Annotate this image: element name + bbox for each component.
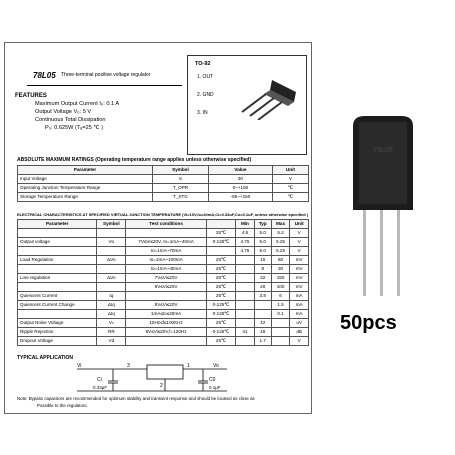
cell: 1.7	[254, 337, 271, 346]
cell: ΔVo	[97, 274, 126, 283]
cell: 0-125℃	[206, 310, 235, 319]
features-title: FEATURES	[15, 93, 47, 99]
ci-value: 0.33μF	[93, 385, 108, 390]
cell: V	[290, 337, 309, 346]
col-header: Max	[271, 220, 290, 229]
body-marking: 78L05	[373, 147, 393, 154]
table-row	[18, 184, 309, 193]
pin-out-label: 1. OUT	[197, 74, 214, 80]
cell	[206, 247, 235, 256]
cell: 5.0	[254, 238, 271, 247]
note	[17, 395, 309, 409]
cell	[236, 265, 255, 274]
cell: Input Voltage	[18, 175, 153, 184]
note-line: Possible to the regulators.	[37, 403, 88, 408]
package-box	[187, 55, 307, 155]
cell: 1.5	[271, 301, 290, 310]
cell: 25℃	[206, 274, 235, 283]
cell: Operating Junction Temperature Range	[18, 184, 153, 193]
cell	[97, 265, 126, 274]
table-row	[18, 238, 309, 247]
cell: mV	[290, 256, 309, 265]
col-header: Min	[236, 220, 255, 229]
quantity-label: 50pcs	[340, 312, 397, 334]
cell: V	[290, 229, 309, 238]
cell	[126, 292, 207, 301]
cell: 25℃	[206, 256, 235, 265]
cell	[271, 328, 290, 337]
header-rule	[27, 85, 182, 86]
cell: Quiescent Current	[18, 292, 97, 301]
cell: 5.25	[271, 238, 290, 247]
cell	[97, 229, 126, 238]
table-row	[18, 283, 309, 292]
cell: 26	[254, 283, 271, 292]
cell	[97, 247, 126, 256]
table-row	[18, 310, 309, 319]
cell	[254, 310, 271, 319]
cell	[97, 283, 126, 292]
table-header-row	[18, 166, 309, 175]
cell	[18, 283, 97, 292]
cell: 4.8	[236, 229, 255, 238]
cell: Storage Temperature Range	[18, 193, 153, 202]
cell: 42	[254, 319, 271, 328]
cell: ℃	[272, 193, 308, 202]
cell: Quiescent Current Change	[18, 301, 97, 310]
cell: mV	[290, 283, 309, 292]
cell: 60	[271, 256, 290, 265]
transistor-photo	[343, 112, 439, 302]
cell: 25℃	[206, 283, 235, 292]
cell: 41	[236, 328, 255, 337]
cell	[236, 319, 255, 328]
cell: 0-125℃	[206, 238, 235, 247]
cell: 32	[254, 274, 271, 283]
ci-label: Ci	[97, 377, 102, 383]
cell	[236, 292, 255, 301]
typical-application-schematic	[17, 361, 237, 395]
cell: 5.0	[254, 229, 271, 238]
cell: ΔIq	[97, 301, 126, 310]
cell: Vₙ	[97, 319, 126, 328]
typical-application-title: TYPICAL APPLICATION	[17, 355, 74, 361]
cell: dB	[290, 328, 309, 337]
cell	[126, 229, 207, 238]
cell	[18, 310, 97, 319]
cell	[126, 337, 207, 346]
table-row	[18, 274, 309, 283]
pin1-label: 1	[187, 363, 190, 369]
cell: mA	[290, 301, 309, 310]
cell: 49	[254, 328, 271, 337]
cell: Output voltage	[18, 238, 97, 247]
pin-gnd-label: 2. GND	[197, 92, 214, 98]
note-line: Note: Bypass capacitors are recommended for optimum stability and transient response and should be located as close as	[17, 396, 255, 401]
cell: 8	[254, 265, 271, 274]
cell	[18, 229, 97, 238]
col-header: Parameter	[18, 166, 153, 175]
cell: 8V≤Vi≤20V,f=120Hz	[126, 328, 207, 337]
table-row	[18, 337, 309, 346]
table-row	[18, 193, 309, 202]
cell: 15	[254, 256, 271, 265]
table-row	[18, 301, 309, 310]
col-header: Parameter	[18, 220, 97, 229]
cell: V	[290, 247, 309, 256]
cell: V	[272, 175, 308, 184]
cell: mV	[290, 265, 309, 274]
co-value: 0.1μF	[209, 385, 221, 390]
package-title: TO-92	[195, 61, 211, 67]
part-description: Three-terminal positive voltage regulator	[61, 72, 151, 78]
cell	[236, 274, 255, 283]
elec-title: ELECTRICAL CHARACTERISTICS AT SPECIFIED VIRTUAL JUNCTION TEMPERATURE (Vi=10V,Io=40mA,Ci=0.33uF,Co=0.1uF, unless otherwise specified )	[17, 212, 309, 217]
cell: 0-125℃	[206, 301, 235, 310]
cell: V	[290, 238, 309, 247]
table-row	[18, 265, 309, 274]
cell: 4.75	[236, 247, 255, 256]
cell: 0-125℃	[206, 328, 235, 337]
vi-label: Vi	[77, 363, 82, 369]
electrical-characteristics-table	[17, 219, 309, 346]
cell: 25℃	[206, 265, 235, 274]
cell: 25℃	[206, 292, 235, 301]
table-row	[18, 292, 309, 301]
table-row	[18, 175, 309, 184]
pin-in-label: 3. IN	[197, 110, 208, 116]
cell: Io=1mA~40mA	[126, 265, 207, 274]
cell: 8V≤Vi≤20V	[126, 283, 207, 292]
cell: ΔVo	[97, 256, 126, 265]
cell: Io=1mA~100mA	[126, 256, 207, 265]
cell	[236, 283, 255, 292]
col-header: Symbol	[97, 220, 126, 229]
cell: mA	[290, 310, 309, 319]
to92-package-drawing	[236, 76, 302, 120]
datasheet	[4, 42, 312, 414]
feature-item: P₀: 0.625W (Tₐ=25 ℃ )	[45, 125, 104, 131]
cell: mV	[290, 274, 309, 283]
cell: 7V≤Vi≤20V	[126, 274, 207, 283]
cell: Io=1mA~70mA	[126, 247, 207, 256]
table-row	[18, 319, 309, 328]
cell: 100	[271, 283, 290, 292]
feature-item: Output Voltage V₀: 5 V	[35, 109, 92, 115]
cell: 25℃	[206, 337, 235, 346]
cell: 5.25	[271, 247, 290, 256]
cell: 30	[271, 265, 290, 274]
cell: Vd	[97, 337, 126, 346]
col-header: Symbol	[153, 166, 209, 175]
cell: 150	[271, 274, 290, 283]
cell: 8V≤Vi≤20V	[126, 301, 207, 310]
cell: 5.2	[271, 229, 290, 238]
cell: 25℃	[206, 229, 235, 238]
cell: RR	[97, 328, 126, 337]
cell	[18, 247, 97, 256]
cell	[236, 256, 255, 265]
cell: 25℃	[206, 319, 235, 328]
cell: Output Noise Voltage	[18, 319, 97, 328]
cell: 3.8	[254, 292, 271, 301]
cell	[254, 301, 271, 310]
cell: T_OPR	[153, 184, 209, 193]
abs-max-table	[17, 165, 309, 202]
cell: Vo	[97, 238, 126, 247]
cell: 30	[208, 175, 272, 184]
cell	[236, 301, 255, 310]
cell: uV	[290, 319, 309, 328]
col-header	[206, 220, 235, 229]
col-header: Unit	[290, 220, 309, 229]
regulator-block	[147, 365, 183, 379]
table-row	[18, 256, 309, 265]
pin2-label: 2	[160, 383, 163, 389]
feature-item: Maximum Output Current I₀: 0.1 A	[35, 101, 120, 107]
cell: Ripple Rejection	[18, 328, 97, 337]
cell: 5.0	[254, 247, 271, 256]
cell: Dropout Voltage	[18, 337, 97, 346]
cell: T_STG	[153, 193, 209, 202]
col-header: Typ	[254, 220, 271, 229]
cell	[236, 337, 255, 346]
co-label: C0	[209, 377, 216, 383]
cell: 0.1	[271, 310, 290, 319]
cell: 4.75	[236, 238, 255, 247]
abs-max-title: ABSOLUTE MAXIMUM RATINGS (Operating temperature range applies unless otherwise specified)	[17, 157, 252, 163]
cell: 6	[271, 292, 290, 301]
col-header: Test conditions	[126, 220, 207, 229]
cell: mA	[290, 292, 309, 301]
col-header: Unit	[272, 166, 308, 175]
cell: 1mA≤Io≤40mA	[126, 310, 207, 319]
feature-item: Continuous Total Dissipation	[35, 117, 106, 123]
cell: Load Regulation	[18, 256, 97, 265]
cell	[236, 310, 255, 319]
table-row	[18, 229, 309, 238]
table-row	[18, 328, 309, 337]
col-header: Value	[208, 166, 272, 175]
cell: 0~+150	[208, 184, 272, 193]
cell: 10Hz≤f≤100KHz	[126, 319, 207, 328]
table-row	[18, 247, 309, 256]
part-number: 78L05	[33, 71, 56, 80]
cell	[271, 319, 290, 328]
table-header-row	[18, 220, 309, 229]
cell: ΔIq	[97, 310, 126, 319]
cell: Vᵢ	[153, 175, 209, 184]
cell: -55~+150	[208, 193, 272, 202]
pin3-label: 3	[127, 363, 130, 369]
cell: Line regulation	[18, 274, 97, 283]
cell: ℃	[272, 184, 308, 193]
cell	[18, 265, 97, 274]
cell: Iq	[97, 292, 126, 301]
vo-label: Vo	[213, 363, 219, 369]
cell	[271, 337, 290, 346]
cell: 7V≤Vi≤20V, Io=1mA~40mA	[126, 238, 207, 247]
